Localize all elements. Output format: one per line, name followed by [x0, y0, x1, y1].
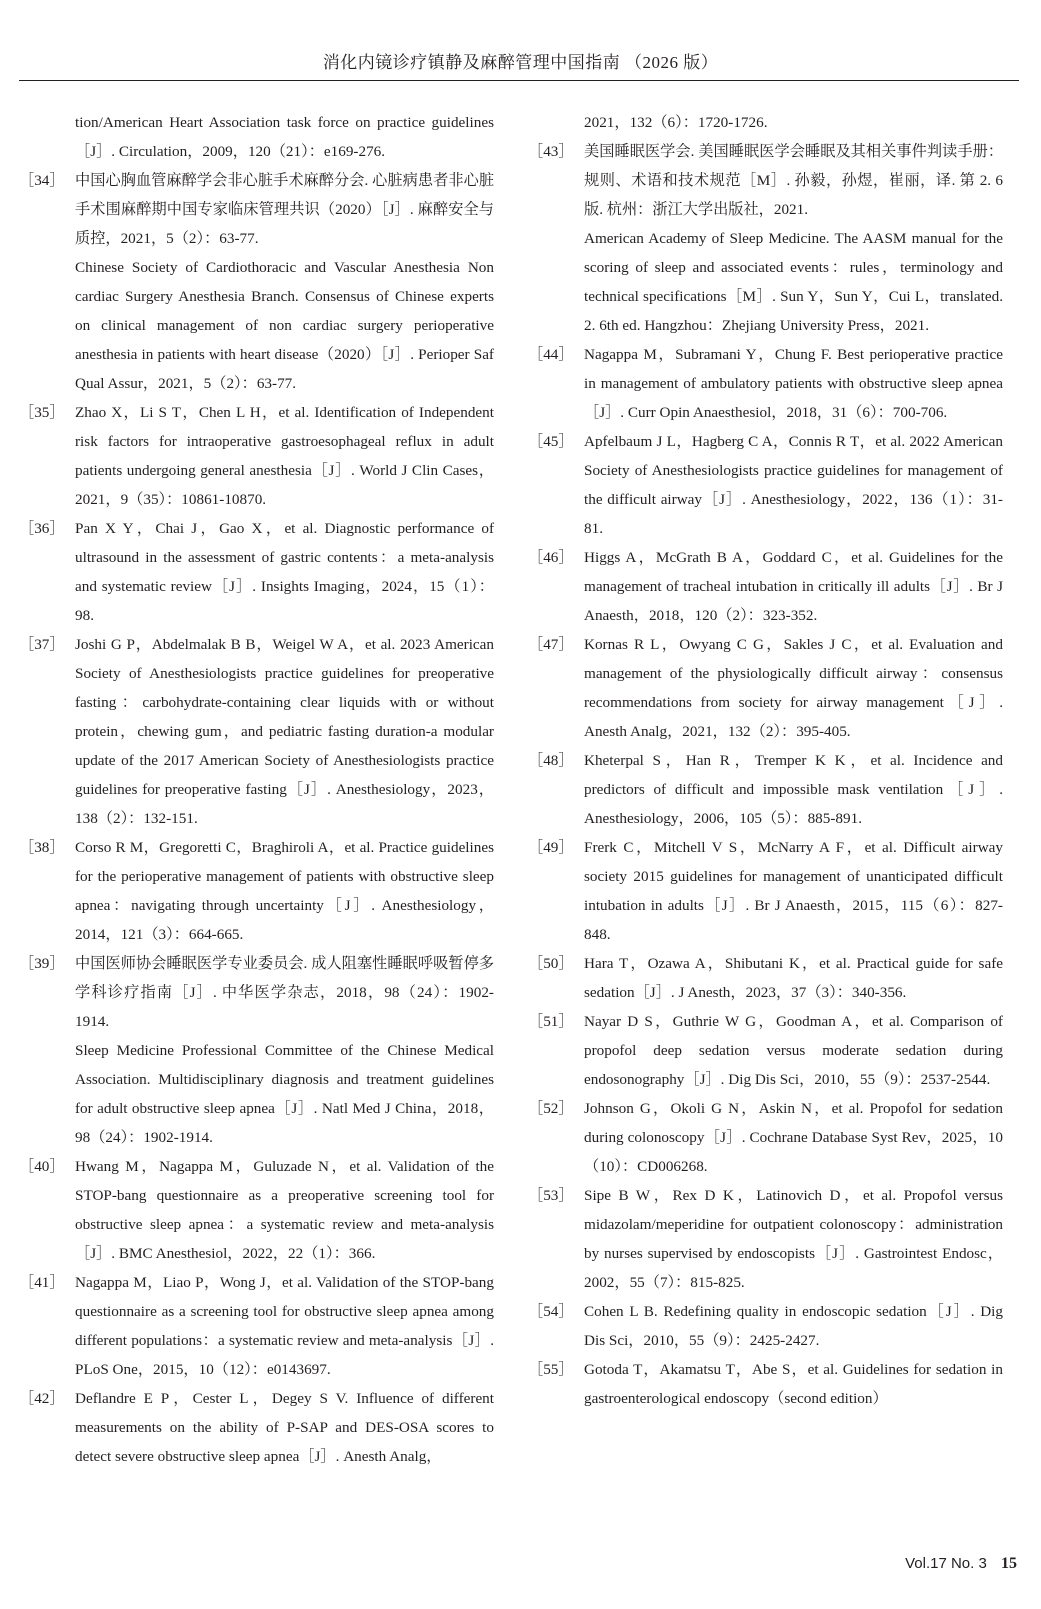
- reference-number: ［36］: [19, 520, 65, 537]
- references-right-column: [528, 108, 1003, 1413]
- reference-entry: [528, 949, 1003, 1007]
- reference-text: Corso R M，Gregoretti C，Braghiroli A，et al. Practice guidelines for the perioperative management of patients with obstructive sleep apnea：navigating through uncertainty［J］. Anesthesiology，2014，121（3）：664-665.: [75, 839, 494, 943]
- reference-number: ［50］: [528, 955, 574, 972]
- reference-number: ［34］: [19, 172, 65, 189]
- reference-number: ［48］: [528, 752, 574, 769]
- reference-text: Higgs A，McGrath B A，Goddard C，et al. Guidelines for the management of tracheal intubation in critically ill adults［J］. Br J Anaesth，2018，120（2）：323-352.: [584, 549, 1003, 624]
- reference-number: ［41］: [19, 1274, 65, 1291]
- reference-entry: [528, 427, 1003, 543]
- reference-number: ［55］: [528, 1361, 574, 1378]
- reference-entry: [528, 108, 1003, 137]
- reference-entry: [19, 398, 494, 514]
- reference-entry: [528, 1007, 1003, 1094]
- reference-text: Johnson G，Okoli G N，Askin N，et al. Propofol for sedation during colonoscopy［J］. Cochrane Database Syst Rev，2025，10（10）：CD006268.: [584, 1100, 1003, 1175]
- reference-entry: [528, 630, 1003, 746]
- reference-text: Gotoda T，Akamatsu T，Abe S，et al. Guidelines for sedation in gastroenterological endoscopy（second edition）: [584, 1361, 1003, 1407]
- reference-text: Kornas R L，Owyang C G，Sakles J C，et al. Evaluation and management of the physiologically difficult airway：consensus recommendations from society for airway management［J］. Anesth Analg，2021，132（2）：395-405.: [584, 636, 1003, 740]
- reference-number: ［35］: [19, 404, 65, 421]
- reference-entry: [528, 224, 1003, 340]
- reference-entry: [19, 1384, 494, 1471]
- reference-entry: [528, 1297, 1003, 1355]
- reference-text: Sleep Medicine Professional Committee of the Chinese Medical Association. Multidisciplinary diagnosis and treatment guidelines for adult obstructive sleep apnea［J］. Natl Med J China，2018，98（24）：1902-1914.: [75, 1042, 494, 1146]
- reference-text: Hwang M，Nagappa M，Guluzade N，et al. Validation of the STOP-bang questionnaire as a preoperative screening tool for obstructive sleep apnea：a systematic review and meta-analysis［J］. BMC Anesthesiol，2022，22（1）：366.: [75, 1158, 494, 1262]
- reference-number: ［37］: [19, 636, 65, 653]
- reference-entry: [19, 949, 494, 1036]
- reference-number: ［53］: [528, 1187, 574, 1204]
- reference-entry: [528, 137, 1003, 224]
- reference-entry: [528, 1094, 1003, 1181]
- reference-text: Kheterpal S，Han R，Tremper K K，et al. Incidence and predictors of difficult and impossible mask ventilation［J］. Anesthesiology，2006，105（5）：885-891.: [584, 752, 1003, 827]
- reference-text: 中国心胸血管麻醉学会非心脏手术麻醉分会. 心脏病患者非心脏手术围麻醉期中国专家临床管理共识（2020）［J］. 麻醉安全与质控，2021，5（2）：63-77.: [75, 172, 494, 247]
- reference-number: ［49］: [528, 839, 574, 856]
- reference-number: ［44］: [528, 346, 574, 363]
- references-left-column: [19, 108, 494, 1471]
- reference-entry: [528, 1355, 1003, 1413]
- reference-text: 中国医师协会睡眠医学专业委员会. 成人阻塞性睡眠呼吸暂停多学科诊疗指南［J］. 中华医学杂志，2018，98（24）：1902-1914.: [75, 955, 494, 1030]
- reference-entry: [19, 833, 494, 949]
- reference-entry: [528, 1181, 1003, 1297]
- reference-text: Pan X Y，Chai J，Gao X，et al. Diagnostic performance of ultrasound in the assessment of gastric contents：a meta-analysis and systematic review［J］. Insights Imaging，2024，15（1）：98.: [75, 520, 494, 624]
- reference-number: ［45］: [528, 433, 574, 450]
- reference-text: Nagappa M，Liao P，Wong J，et al. Validation of the STOP-bang questionnaire as a screening tool for obstructive sleep apnea among different populations：a systematic review and meta-analysis［J］. PLoS One，2015，10（12）：e0143697.: [75, 1274, 494, 1378]
- reference-number: ［46］: [528, 549, 574, 566]
- reference-number: ［40］: [19, 1158, 65, 1175]
- reference-text: Cohen L B. Redefining quality in endoscopic sedation［J］. Dig Dis Sci，2010，55（9）：2425-2427.: [584, 1303, 1003, 1349]
- reference-text: Sipe B W，Rex D K，Latinovich D，et al. Propofol versus midazolam/meperidine for outpatient colonoscopy：administration by nurses supervised by endoscopists［J］. Gastrointest Endosc，2002，55（7）：815-825.: [584, 1187, 1003, 1291]
- reference-number: ［52］: [528, 1100, 574, 1117]
- reference-entry: [19, 108, 494, 166]
- reference-entry: [528, 543, 1003, 630]
- reference-text: Nagappa M，Subramani Y，Chung F. Best perioperative practice in management of ambulatory patients with obstructive sleep apnea［J］. Curr Opin Anaesthesiol，2018，31（6）：700-706.: [584, 346, 1003, 421]
- reference-entry: [19, 630, 494, 833]
- reference-text: Deflandre E P，Cester L，Degey S V. Influence of different measurements on the ability of P-SAP and DES-OSA scores to detect severe obstructive sleep apnea［J］. Anesth Analg，: [75, 1390, 494, 1465]
- reference-number: ［47］: [528, 636, 574, 653]
- reference-entry: [19, 1036, 494, 1152]
- reference-entry: [528, 340, 1003, 427]
- reference-text: 2021，132（6）：1720-1726.: [584, 114, 768, 131]
- reference-text: American Academy of Sleep Medicine. The AASM manual for the scoring of sleep and associated events：rules，terminology and technical specifications［M］. Sun Y，Sun Y，Cui L，translated. 2. 6th ed. Hangzhou：Zhejiang University Press，2021.: [584, 230, 1003, 334]
- reference-number: ［39］: [19, 955, 65, 972]
- reference-text: Chinese Society of Cardiothoracic and Vascular Anesthesia Non cardiac Surgery Anesthesia Branch. Consensus of Chinese experts on clinical management of non cardiac surgery perioperative anesthesia in patients with heart disease（2020）［J］. Perioper Saf Qual Assur，2021，5（2）：63-77.: [75, 259, 494, 392]
- reference-number: ［43］: [528, 143, 574, 160]
- reference-text: tion/American Heart Association task force on practice guidelines［J］. Circulation，2009，120（21）：e169-276.: [75, 114, 494, 160]
- reference-text: Joshi G P，Abdelmalak B B，Weigel W A，et al. 2023 American Society of Anesthesiologists practice guidelines for preoperative fasting：carbohydrate-containing clear liquids with or without protein，chewing gum，and pediatric fasting duration-a modular update of the 2017 American Society of Anesthesiologists practice guidelines for preoperative fasting［J］. Anesthesiology，2023，138（2）：132-151.: [75, 636, 494, 827]
- page-footer: [905, 1555, 1017, 1573]
- reference-text: Nayar D S，Guthrie W G，Goodman A，et al. Comparison of propofol deep sedation versus moderate sedation during endosonography［J］. Dig Dis Sci，2010，55（9）：2537-2544.: [584, 1013, 1003, 1088]
- reference-number: ［54］: [528, 1303, 574, 1320]
- reference-text: Apfelbaum J L，Hagberg C A，Connis R T，et al. 2022 American Society of Anesthesiologists practice guidelines for management of the difficult airway［J］. Anesthesiology，2022，136（1）：31-81.: [584, 433, 1003, 537]
- reference-entry: [528, 746, 1003, 833]
- reference-number: ［38］: [19, 839, 65, 856]
- reference-text: 美国睡眠医学会. 美国睡眠医学会睡眠及其相关事件判读手册：规则、术语和技术规范［M］. 孙毅，孙煜，崔丽，译. 第 2. 6 版. 杭州：浙江大学出版社，2021.: [584, 143, 1003, 218]
- reference-number: ［51］: [528, 1013, 574, 1030]
- reference-entry: [19, 166, 494, 253]
- reference-entry: [19, 1152, 494, 1268]
- reference-entry: [19, 253, 494, 398]
- reference-text: Zhao X，Li S T，Chen L H，et al. Identification of Independent risk factors for intraoperative gastroesophageal reflux in adult patients undergoing general anesthesia［J］. World J Clin Cases，2021，9（35）：10861-10870.: [75, 404, 494, 508]
- header-rule: [19, 80, 1019, 81]
- reference-number: ［42］: [19, 1390, 65, 1407]
- reference-entry: [528, 833, 1003, 949]
- reference-entry: [19, 1268, 494, 1384]
- reference-text: Hara T，Ozawa A，Shibutani K，et al. Practical guide for safe sedation［J］. J Anesth，2023，37（3）：340-356.: [584, 955, 1003, 1001]
- reference-text: Frerk C，Mitchell V S，McNarry A F，et al. Difficult airway society 2015 guidelines for management of unanticipated difficult intubation in adults［J］. Br J Anaesth，2015，115（6）：827-848.: [584, 839, 1003, 943]
- reference-entry: [19, 514, 494, 630]
- page-number: 15: [1001, 1555, 1017, 1572]
- volume-issue: Vol.17 No. 3: [905, 1555, 987, 1572]
- running-header: 消化内镜诊疗镇静及麻醉管理中国指南 （2026 版）: [322, 53, 719, 72]
